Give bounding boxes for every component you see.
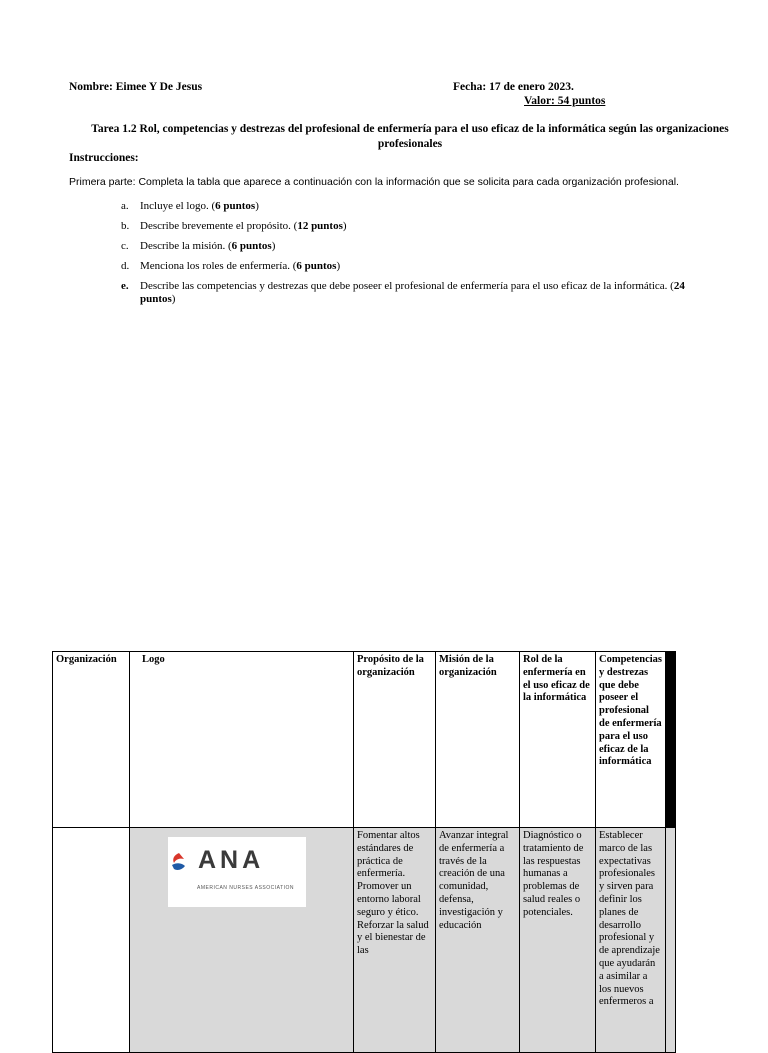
cell-logo (130, 828, 354, 1053)
list-marker: a. (121, 200, 129, 212)
list-marker: c. (121, 240, 129, 252)
first-part-text: Primera parte: Completa la tabla que aparece a continuación con la información que se solicita para cada organización profesional. (69, 176, 679, 188)
table-header-row (53, 652, 676, 828)
organizations-table (52, 651, 676, 1053)
list-marker: b. (121, 220, 130, 232)
table-edge (666, 652, 676, 828)
ana-logo-text: ANA (198, 846, 265, 874)
header-role: Rol de la enfermería en el uso eficaz de la informática (520, 652, 596, 828)
ana-logo-icon (168, 851, 190, 873)
date: Fecha: 17 de enero 2023. (453, 81, 574, 93)
ana-logo (168, 837, 306, 907)
list-item: c. Describe la misión. (6 puntos) (121, 240, 276, 252)
list-item: b. Describe brevemente el propósito. (12 puntos) (121, 220, 347, 232)
instructions-label: Instrucciones: (69, 152, 139, 164)
header-mission: Misión de la organización (436, 652, 520, 828)
cell-competencies: Establecer marco de las expectativas profesionales y sirven para definir los planes de desarrollo profesional y de aprendizaje que ayudarán a asimilar a los nuevos enfermeros a (596, 828, 666, 1053)
list-marker: e. (121, 280, 129, 292)
header-logo: Logo (130, 652, 354, 828)
header-purpose: Propósito de la organización (354, 652, 436, 828)
cell-purpose: Fomentar altos estándares de práctica de enfermería. Promover un entorno laboral seguro y ético. Reforzar la salud y el bienestar de las (354, 828, 436, 1053)
ana-logo-subtitle: AMERICAN NURSES ASSOCIATION (197, 885, 295, 891)
list-item: d. Menciona los roles de enfermería. (6 puntos) (121, 260, 341, 272)
table-row (53, 828, 676, 1053)
header-competencies: Competencias y destrezas que debe poseer el profesional de enfermería para el uso eficaz de la informática (596, 652, 666, 828)
cell-role: Diagnóstico o tratamiento de las respuestas humanas a problemas de salud reales o potenciales. (520, 828, 596, 1053)
list-item: a. Incluye el logo. (6 puntos) (121, 200, 259, 212)
table-edge (666, 828, 676, 1053)
list-item: e. Describe las competencias y destrezas que debe poseer el profesional de enfermería para el uso eficaz de la informática. (24 puntos) (121, 280, 685, 305)
value-points: Valor: 54 puntos (524, 95, 606, 107)
student-name: Nombre: Eimee Y De Jesus (69, 81, 203, 93)
cell-mission: Avanzar integral de enfermería a través de la creación de una comunidad, defensa, investigación y educación (436, 828, 520, 1053)
cell-organization (53, 828, 130, 1053)
header-organization: Organización (53, 652, 130, 828)
assignment-title: Tarea 1.2 Rol, competencias y destrezas del profesional de enfermería para el uso eficaz de la informática según las organizaciones profesionales (91, 123, 729, 150)
list-marker: d. (121, 260, 130, 272)
